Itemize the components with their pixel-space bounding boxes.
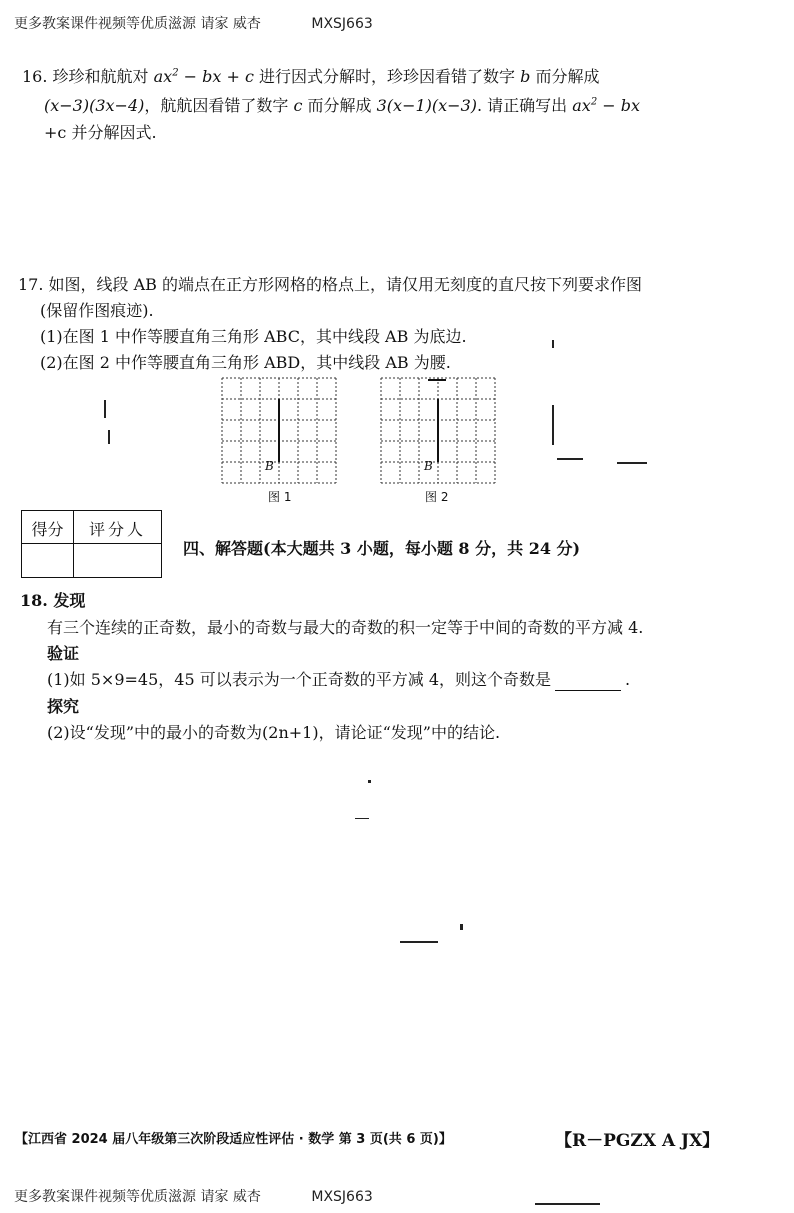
banner-text-bottom: 更多教案课件视频等优质滋源 请家 威杏 <box>14 1189 261 1205</box>
q16-text-b: 进行因式分解时，珍珍因看错了数字 <box>259 67 521 86</box>
top-banner <box>14 13 373 33</box>
scan-mark <box>355 818 369 819</box>
q16-text-d: 而分解成 <box>530 67 600 86</box>
figure-1-caption: 图 1 <box>268 490 292 504</box>
q17-line2: (保留作图痕迹). <box>40 301 154 320</box>
q16-line2 <box>44 95 640 117</box>
q16-line1 <box>22 66 599 88</box>
q18-verify-head: 验证 <box>47 644 80 663</box>
q16-text-a: 16. 珍珍和航航对 <box>22 67 154 86</box>
q18-answer-blank <box>555 674 621 691</box>
scan-mark <box>617 462 647 464</box>
q16-text-g: . 请正确写出 <box>477 96 573 115</box>
bottom-banner <box>14 1186 373 1206</box>
q18-verify-text: (1)如 5×9=45，45 可以表示为一个正奇数的平方减 4，则这个奇数是 <box>47 670 551 689</box>
q16-factor-1: (x−3)(3x−4) <box>44 96 145 115</box>
score-table-divider <box>22 543 161 544</box>
figure-1-svg <box>221 377 337 485</box>
q16-line3: +c 并分解因式. <box>44 123 157 142</box>
page-footer: 【江西省 2024 届八年级第三次阶段适应性评估 · 数学 第 3 页(共 6 页)】 <box>15 1132 452 1147</box>
q17-line1: 17. 如图，线段 AB 的端点在正方形网格的格点上，请仅用无刻度的直尺按下列要求作图 <box>18 275 643 294</box>
scan-mark <box>368 780 371 783</box>
scan-mark <box>104 400 106 418</box>
q18-verify-line <box>47 669 630 691</box>
q16-factor-2: 3(x−1)(x−3) <box>376 96 477 115</box>
footer-code: 【R－PGZX A JX】 <box>555 1131 720 1151</box>
fig2-point-b: B <box>424 459 433 473</box>
scan-mark <box>552 405 554 445</box>
q16-text-e: ，航航因看错了数字 <box>144 96 294 115</box>
figure-2-svg <box>380 377 496 485</box>
q16-expr-2: $ax^2$ − bx <box>572 96 641 115</box>
q17-line3: (1)在图 1 中作等腰直角三角形 ABC，其中线段 AB 为底边. <box>40 327 467 346</box>
figure-2-caption: 图 2 <box>425 490 449 504</box>
section-4-title: 四、解答题(本大题共 3 小题，每小题 8 分，共 24 分) <box>183 539 581 558</box>
fig1-point-b: B <box>265 459 274 473</box>
scan-mark <box>108 430 110 444</box>
q17-line4: (2)在图 2 中作等腰直角三角形 ABD，其中线段 AB 为腰. <box>40 353 451 372</box>
scan-mark <box>535 1203 600 1205</box>
q18-explore: (2)设“发现”中的最小的奇数为(2n+1)，请论证“发现”中的结论. <box>47 723 501 742</box>
scan-mark <box>557 458 583 460</box>
score-label: 得分 <box>31 520 64 539</box>
scan-mark <box>460 924 463 930</box>
q16-var-c: c <box>293 96 303 115</box>
banner-code: MXSJ663 <box>311 16 373 32</box>
scan-mark <box>400 941 438 943</box>
banner-code-bottom: MXSJ663 <box>311 1189 373 1205</box>
q18-title: 18. 发现 <box>20 591 86 610</box>
q16-var-b: b <box>520 67 531 86</box>
q16-text-f: 而分解成 <box>302 96 377 115</box>
score-table <box>21 510 162 578</box>
q18-verify-end: . <box>625 670 631 689</box>
figure-1-grid <box>221 377 337 489</box>
q18-explore-head: 探究 <box>47 697 80 716</box>
figure-2-grid <box>380 377 496 489</box>
q16-expr-1: $ax^2$ − bx + c <box>153 67 254 86</box>
grader-label: 评分人 <box>88 520 146 539</box>
scan-mark <box>552 340 554 348</box>
q18-discover: 有三个连续的正奇数，最小的奇数与最大的奇数的积一定等于中间的奇数的平方减 4. <box>47 618 644 637</box>
banner-text: 更多教案课件视频等优质滋源 请家 威杏 <box>14 16 261 32</box>
